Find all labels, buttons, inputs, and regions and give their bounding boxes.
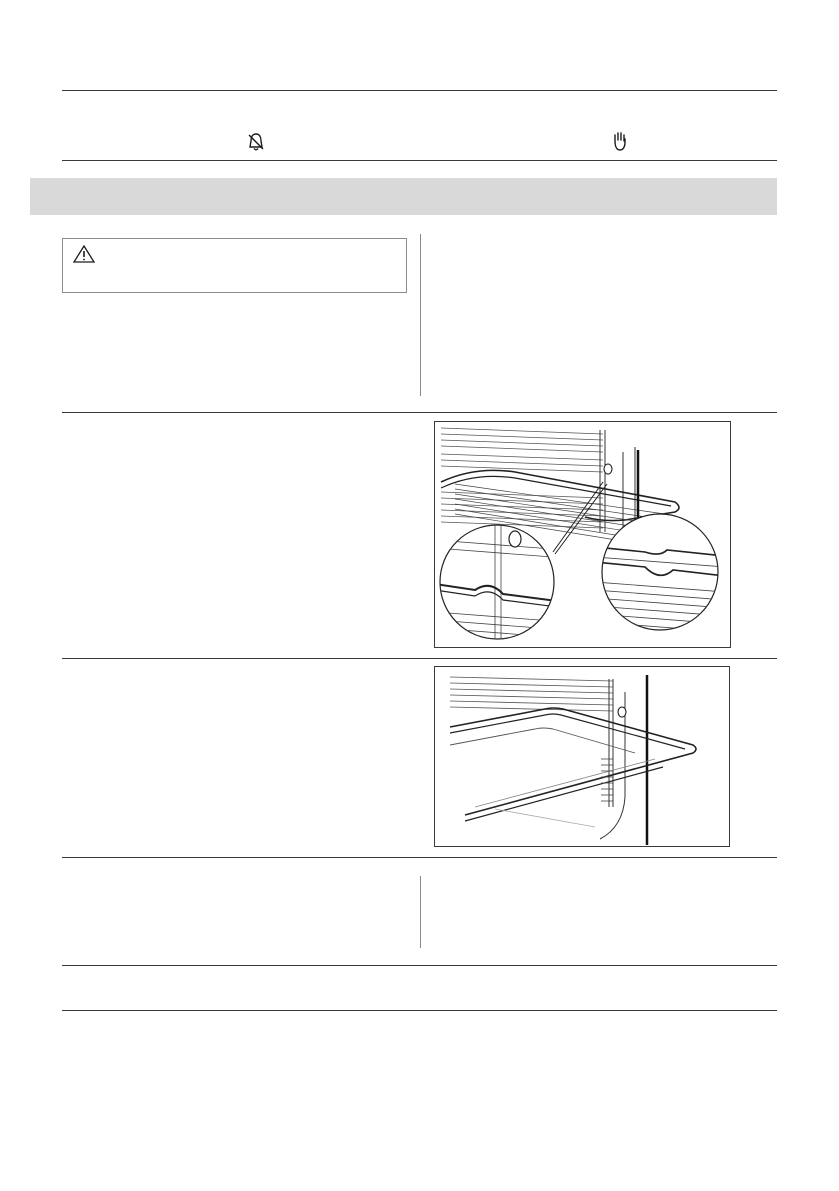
top-rule [62, 90, 777, 91]
column-divider-2 [420, 876, 421, 948]
warning-box [62, 238, 407, 293]
wire-shelf-figure [434, 421, 731, 648]
bell-icon [246, 132, 266, 152]
section-rule-2 [62, 658, 777, 659]
hand-icon [611, 130, 629, 152]
section-rule-1 [62, 412, 777, 413]
section-rule-5 [62, 1010, 777, 1011]
deep-pan-figure [434, 666, 730, 847]
header-bottom-rule [62, 160, 777, 161]
section-rule-4 [62, 965, 777, 966]
section-banner [30, 178, 777, 215]
section-rule-3 [62, 857, 777, 858]
warning-triangle-icon [73, 245, 95, 263]
column-divider [420, 234, 421, 396]
